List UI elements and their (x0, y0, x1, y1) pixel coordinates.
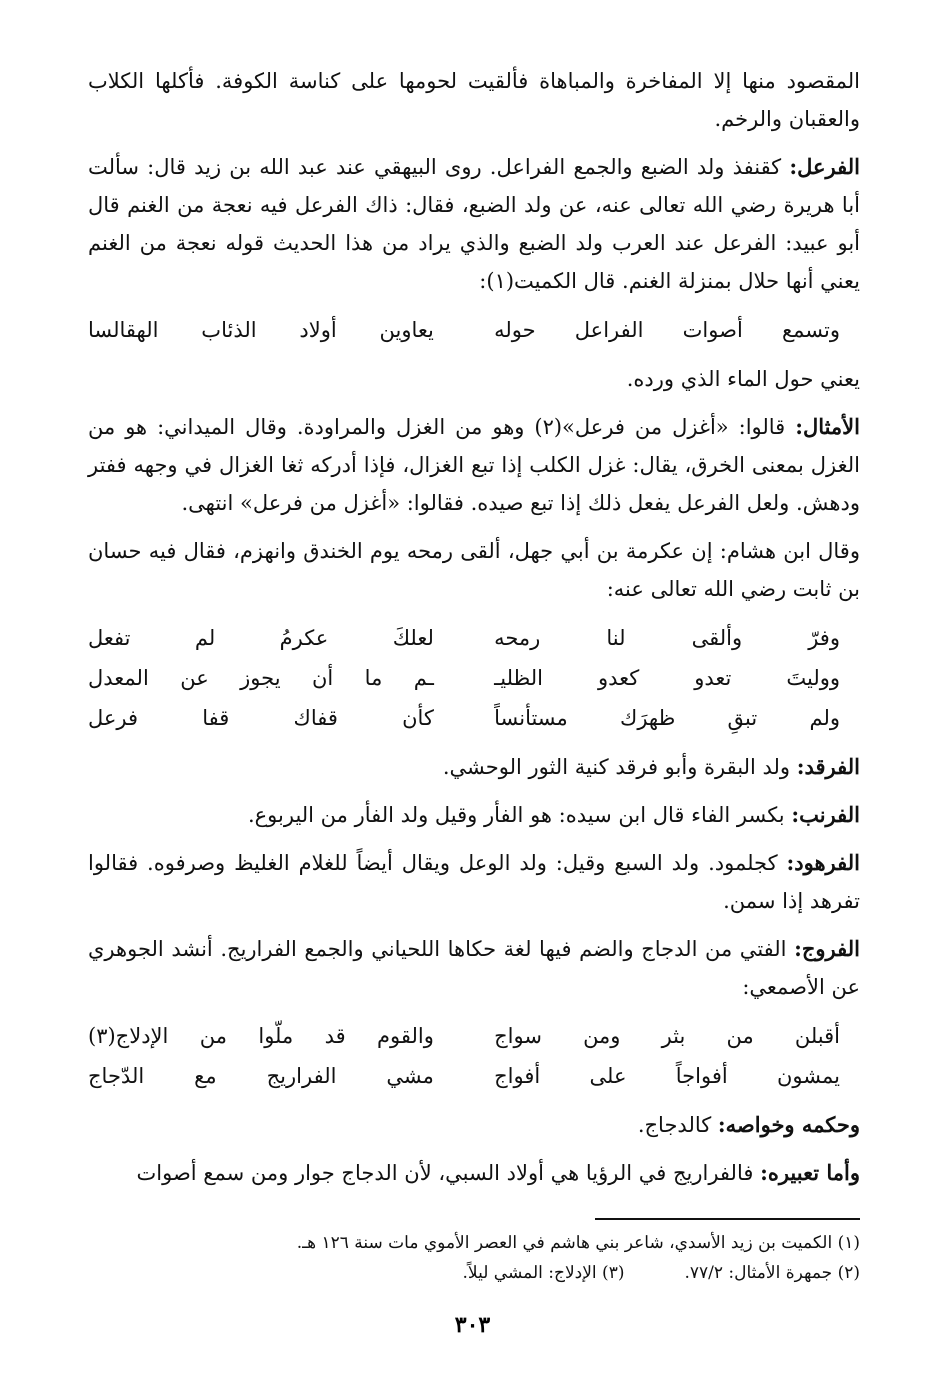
entry-term: الفرنب: (791, 802, 860, 827)
verse-line (88, 310, 860, 350)
paragraph-text: فالفراريج في الرؤيا هي أولاد السبي، لأن الدجاج جوار ومن سمع أصوات (136, 1161, 761, 1185)
paragraph-text: كقنفذ ولد الضبع والجمع الفراعل. روى البيهقي عند عبد الله بن زيد قال: سألت أبا هريرة رضي الله تعالى عنه، عن ولد الضبع، فقال: ذاك الفرعل فيه نعجة من الغنم قال أبو عبيد: الفرعل عند العرب ولد الضبع والذي يراد من هذا الحديث قوله نعجة من الغنم يعني أنها حلال بمنزلة الغنم. قال الكميت(١): (88, 155, 860, 293)
page-number: ٣٠٣ (454, 1312, 491, 1338)
entry-term: الفرقد: (796, 754, 860, 779)
entry-term: الفروج: (794, 936, 860, 961)
verse-hemistich-right: يمشون أفواجاً على أفواج (494, 1064, 840, 1088)
paragraph-text: قالوا: «أغزل من فرعل»(٢) وهو من الغزل والمراودة. وقال الميداني: هو من الغزل بمعنى الخرق، يقال: غزل الكلب إذا تبع الغزال، فإذا أدركه ثغا الغزال في وجهه ففتر ودهش. ولعل الفرعل يفعل ذلك إذا تبع صيده. فقالوا: «أغزل من فرعل» انتهى. (88, 415, 860, 515)
paragraph-amthal (88, 408, 860, 522)
verse-line (88, 1016, 860, 1056)
verse-hemistich-right: وتسمع أصوات الفراعل حوله (494, 318, 840, 342)
paragraph-text: بكسر الفاء قال ابن سيده: هو الفأر وقيل ولد الفأر من اليربوع. (247, 803, 792, 827)
paragraph-alfarnab (88, 796, 860, 834)
paragraph-after-verse: يعني حول الماء الذي ورده. (626, 367, 860, 391)
paragraph-ibn-hisham (88, 532, 860, 608)
paragraph-text: وقال ابن هشام: إن عكرمة بن أبي جهل، ألقى رمحه يوم الخندق وانهزم، فقال فيه حسان بن ثابت رضي الله تعالى عنه: (88, 539, 860, 601)
paragraph-alfaral (88, 148, 860, 300)
footnote-row (88, 1258, 860, 1288)
verse-hemistich-left: مشي الفراريج مع الدّجاج (88, 1064, 434, 1088)
verse-hemistich-left: والقوم قد ملّوا من الإدلاج(٣) (88, 1024, 434, 1048)
entry-term: الفرعل: (789, 154, 860, 179)
footnote-2: (٢) جمهرة الأمثال: ٧٧/٢. (684, 1263, 860, 1283)
paragraph-alfarhud (88, 844, 860, 920)
verse-block-hassan (88, 618, 860, 738)
paragraph-text: المقصود منها إلا المفاخرة والمباهاة فألقيت لحومها على كناسة الكوفة. فأكلها الكلاب والعقبان والرخم. (88, 69, 860, 131)
footnote-3: (٣) الإدلاج: المشي ليلاً. (462, 1263, 625, 1283)
verse-hemistich-left: يعاوين أولاد الذئاب الهقالسا (88, 318, 434, 342)
paragraph-intro (88, 62, 860, 138)
paragraph-alfarqad (88, 748, 860, 786)
verse-hemistich-left: كأن قفاك قفا فرعل (88, 706, 434, 730)
paragraph-text: كجلمود. ولد السبع وقيل: ولد الوعل ويقال أيضاً للغلام الغليظ وصرفوه. فقالوا تفرهد إذا سمن. (88, 851, 860, 913)
entry-term: الأمثال: (795, 414, 860, 439)
footnote-1: (١) الكميت بن زيد الأسدي، شاعر بني هاشم في العصر الأموي مات سنة ١٢٦ هـ. (296, 1233, 860, 1253)
verse-line (88, 698, 860, 738)
verse-hemistich-right: ووليتَ تعدو كعدو الظليـ (494, 666, 840, 690)
paragraph-text: الفتي من الدجاج والضم فيها لغة حكاها اللحياني والجمع الفراريج. أنشد الجوهري عن الأصمعي: (88, 937, 860, 999)
entry-term: الفرهود: (786, 850, 860, 875)
verse-hemistich-right: ولم تبقِ ظهرَك مستأنساً (494, 706, 840, 730)
entry-term: وأما تعبيره: (760, 1160, 860, 1185)
verse-line (88, 658, 860, 698)
paragraph-text: ولد البقرة وأبو فرقد كنية الثور الوحشي. (442, 755, 797, 779)
verse-block-asmai (88, 1016, 860, 1096)
paragraph-tabiruhu (88, 1154, 860, 1192)
verse-block-kumait (88, 310, 860, 350)
verse-hemistich-left: لعلكَ عكرمُ لم تفعل (88, 626, 434, 650)
page-body (88, 62, 860, 1288)
paragraph-text: كالدجاج. (637, 1113, 718, 1137)
verse-line (88, 1056, 860, 1096)
entry-term: وحكمه وخواصه: (717, 1112, 860, 1137)
paragraph-hukmuhu (88, 1106, 860, 1144)
paragraph-alfarruj (88, 930, 860, 1006)
verse-line (88, 618, 860, 658)
verse-hemistich-right: أقبلن من بثر ومن سواج (494, 1024, 840, 1048)
verse-hemistich-right: وفرّ وألقى لنا رمحه (494, 626, 840, 650)
verse-hemistich-left: ـم ما أن يجوز عن المعدل (88, 666, 434, 690)
footnote-divider (595, 1218, 860, 1220)
